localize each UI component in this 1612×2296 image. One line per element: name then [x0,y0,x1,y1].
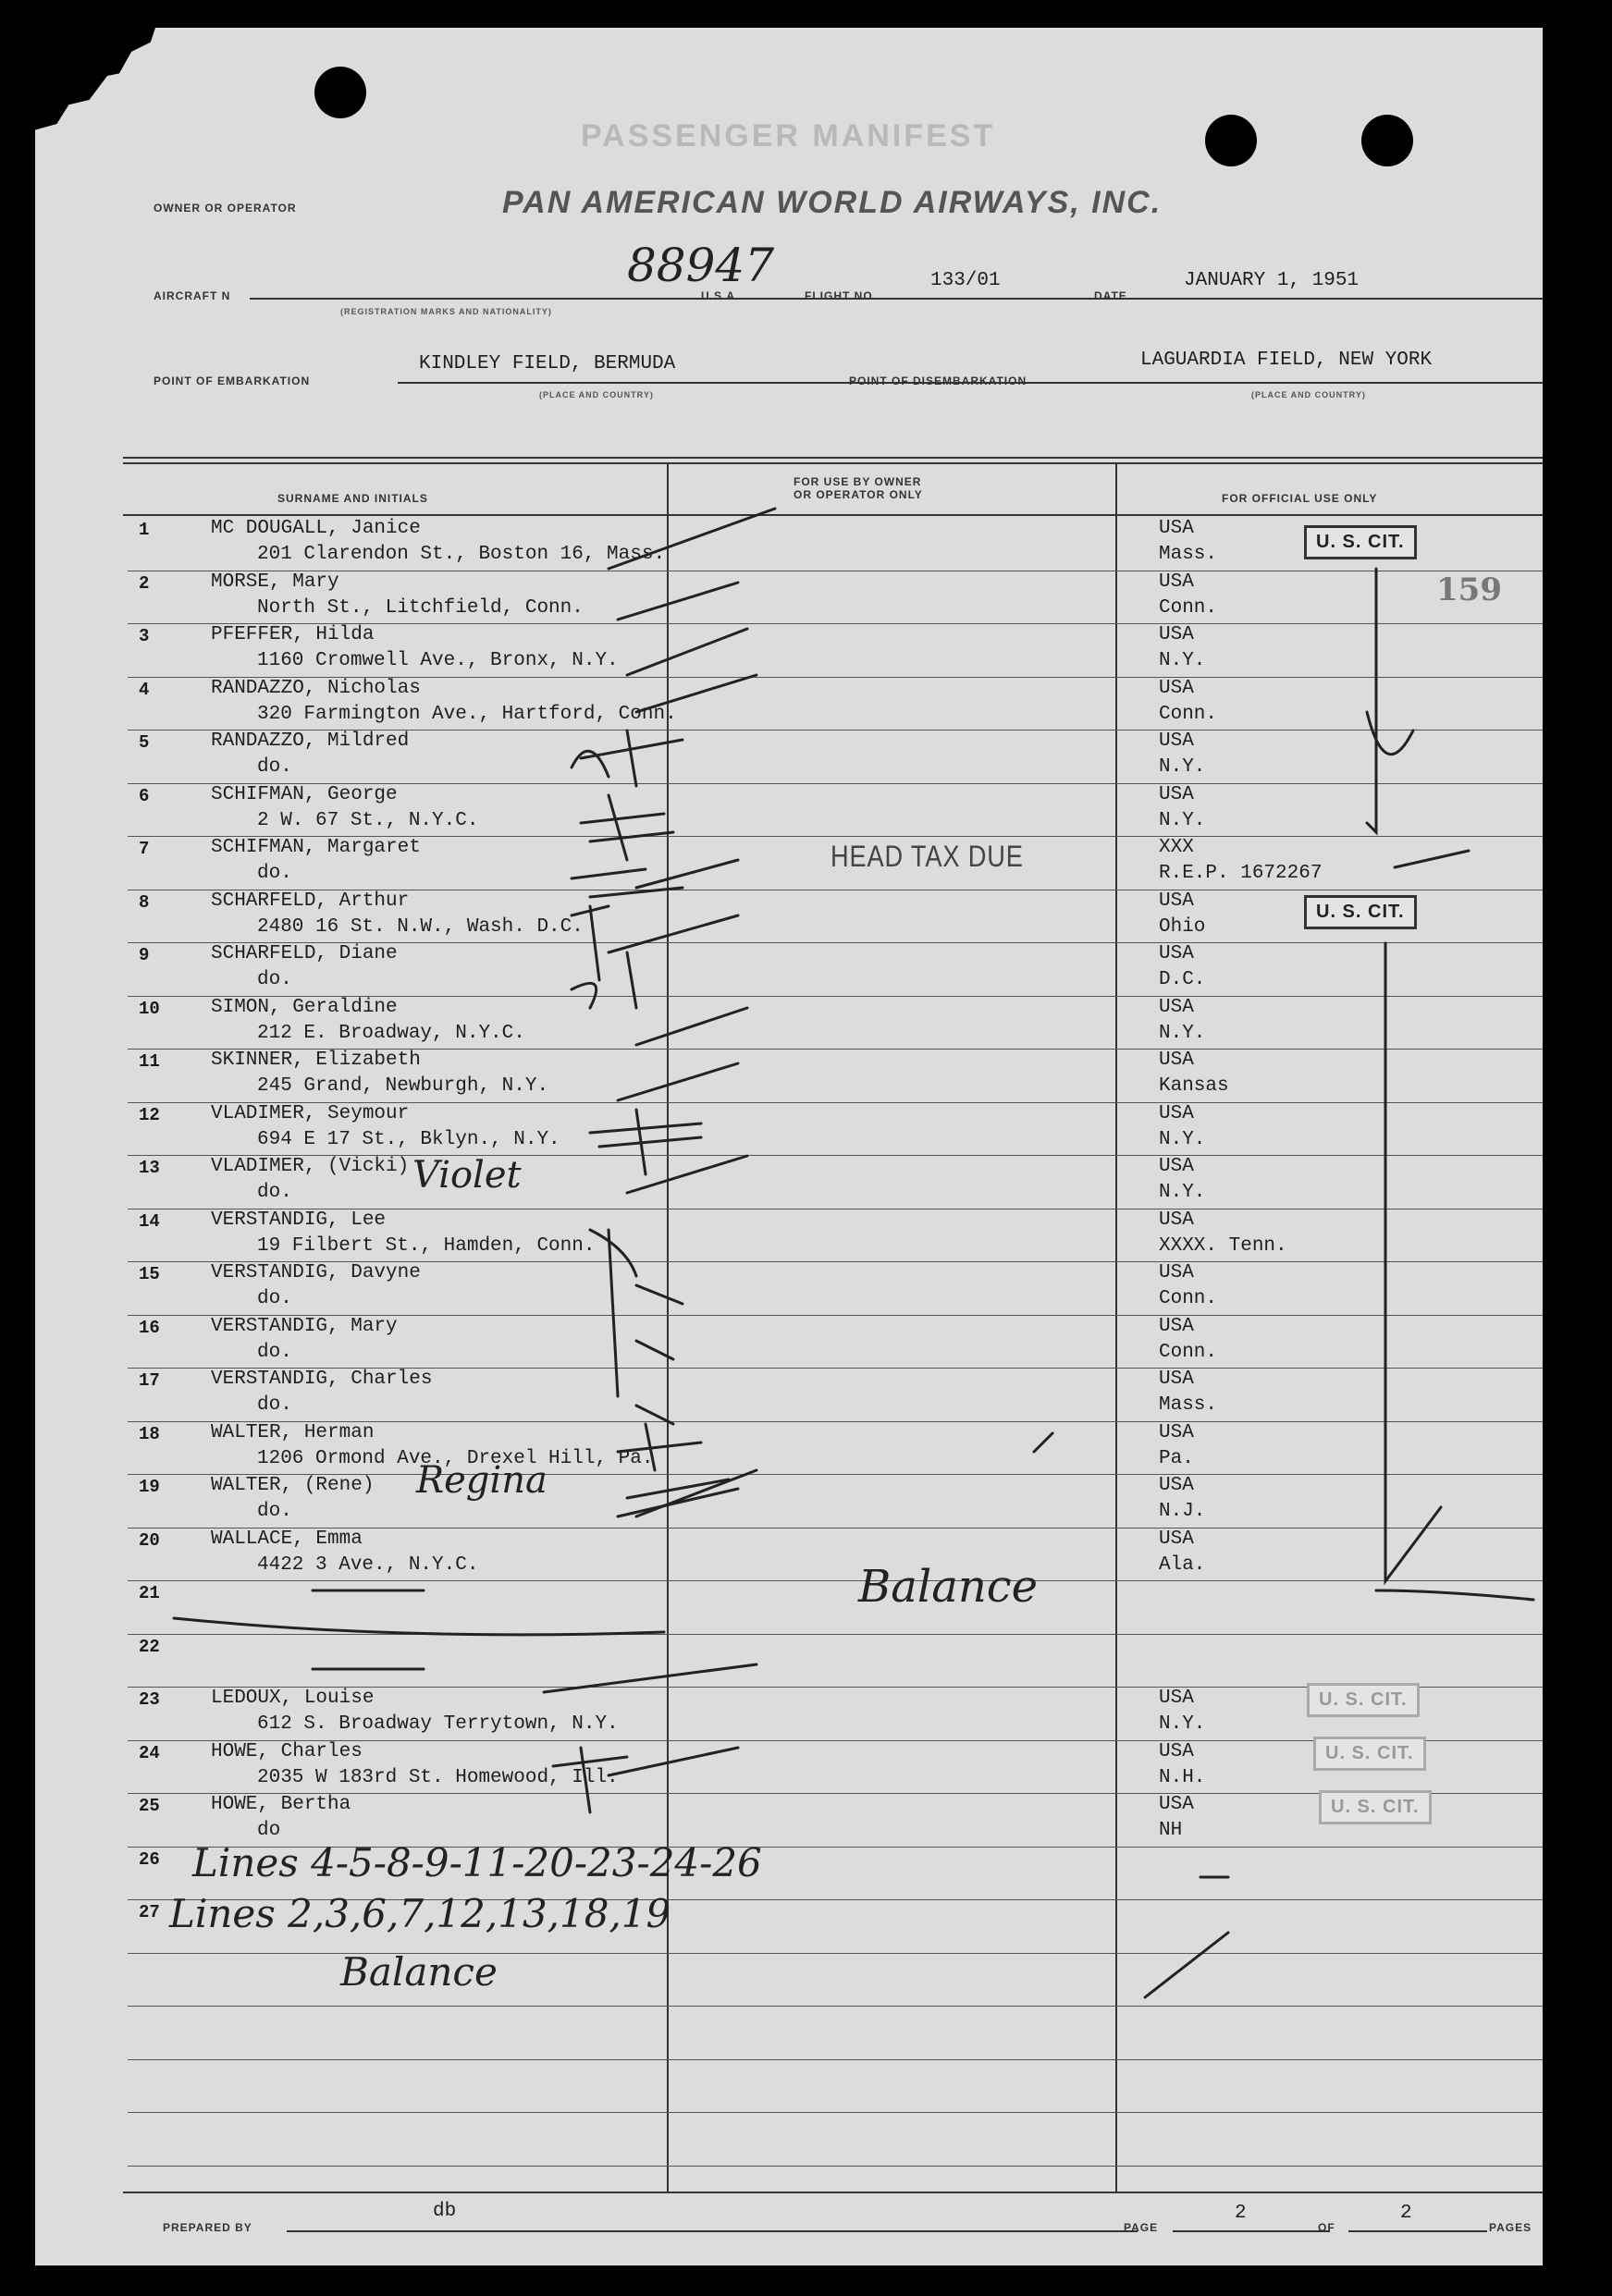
passenger-address: 1206 Ormond Ave., Drexel Hill, Pa. [257,1447,654,1469]
handwritten-balance-1: Balance [858,1561,1039,1613]
ink-marks [35,28,1543,2265]
official-residence: D.C. [1159,969,1206,990]
embark-place: KINDLEY FIELD, BERMUDA [419,353,676,374]
row-number: 19 [139,1477,160,1497]
row-number: 1 [139,520,150,540]
passenger-name: SCHARFELD, Arthur [211,890,410,912]
passenger-name: RANDAZZO, Nicholas [211,677,421,699]
official-nationality: USA [1159,677,1194,699]
row-number: 24 [139,1742,160,1763]
footer-rule [123,2192,1543,2193]
official-residence: NH [1159,1820,1183,1841]
official-residence: Ala. [1159,1553,1206,1576]
passenger-address: 1160 Cromwell Ave., Bronx, N.Y. [257,650,619,671]
passenger-address: 2480 16 St. N.W., Wash. D.C. [257,915,584,938]
passenger-address: 4422 3 Ave., N.Y.C. [257,1553,479,1576]
manifest-page [35,28,1543,2265]
passenger-address: do. [257,1341,292,1363]
row-number: 23 [139,1689,160,1710]
official-residence: N.Y. [1159,650,1206,671]
row-number: 14 [139,1210,160,1232]
passenger-address: do. [257,1501,292,1522]
head-tax-stamp: HEAD TAX DUE [831,840,1024,873]
row-number: 4 [139,679,150,700]
passenger-name: SKINNER, Elizabeth [211,1050,421,1071]
official-residence: Conn. [1159,703,1218,725]
col-official-header: FOR OFFICIAL USE ONLY [1222,492,1378,505]
official-residence: R.E.P. 1672267 [1159,863,1323,884]
official-nationality: USA [1159,731,1194,752]
page-total: 2 [1400,2203,1412,2224]
passenger-address: do [257,1820,281,1841]
passenger-address: 2035 W 183rd St. Homewood, Ill. [257,1766,619,1788]
official-residence: Kansas [1159,1075,1229,1097]
official-nationality: USA [1159,1421,1194,1443]
row-number: 25 [139,1796,160,1816]
aircraft-number: 88947 [627,239,775,292]
official-residence: Ohio [1159,915,1206,938]
us-cit-stamp-1: U. S. CIT. [1304,525,1417,559]
passenger-address: do. [257,1288,292,1309]
handwritten-balance-2: Balance [340,1949,498,1995]
disembark-place-note: (PLACE AND COUNTRY) [1251,390,1366,399]
row-number: 18 [139,1423,160,1444]
airline-name: PAN AMERICAN WORLD AIRWAYS, INC. [502,185,1163,220]
col-name-header: SURNAME AND INITIALS [277,492,428,505]
official-nationality: USA [1159,1050,1194,1071]
official-nationality: USA [1159,1475,1194,1496]
official-residence: N.Y. [1159,1022,1206,1044]
passenger-address: 201 Clarendon St., Boston 16, Mass. [257,544,666,565]
official-nationality: USA [1159,1102,1194,1124]
passenger-name: WALTER, Herman [211,1421,375,1443]
disembark-place: LAGUARDIA FIELD, NEW YORK [1140,350,1433,371]
passenger-address: 212 E. Broadway, N.Y.C. [257,1022,525,1044]
passenger-name: VLADIMER, Seymour [211,1102,410,1124]
passenger-name: VERSTANDIG, Davyne [211,1262,421,1283]
row-number: 13 [139,1158,160,1178]
row-number: 8 [139,891,150,913]
passenger-address: North St., Litchfield, Conn. [257,596,584,619]
official-nationality: USA [1159,1156,1194,1177]
col-operator-header-2: OR OPERATOR ONLY [794,488,923,501]
flight-date: JANUARY 1, 1951 [1184,270,1360,291]
row-number: 10 [139,998,160,1019]
official-nationality: USA [1159,1369,1194,1390]
official-residence: Conn. [1159,1288,1218,1309]
passenger-name: SIMON, Geraldine [211,996,398,1018]
passenger-name: VERSTANDIG, Lee [211,1209,387,1231]
prepared-by-value: db [433,2201,457,2222]
embark-label: POINT OF EMBARKATION [154,374,311,387]
official-nationality: USA [1159,571,1194,593]
row-number: 26 [139,1848,160,1870]
passenger-name: SCHARFELD, Diane [211,943,398,964]
registration-note: (REGISTRATION MARKS AND NATIONALITY) [340,307,552,316]
passenger-address: do. [257,863,292,884]
us-cit-stamp-5: U. S. CIT. [1319,1790,1432,1824]
official-nationality: USA [1159,624,1194,645]
prepared-by-label: PREPARED BY [163,2221,252,2234]
official-nationality: USA [1159,1528,1194,1550]
passenger-address: do. [257,1394,292,1416]
handwritten-regina: Regina [416,1459,548,1502]
official-residence: N.H. [1159,1766,1206,1788]
official-residence: Conn. [1159,1341,1218,1363]
row-number: 20 [139,1529,160,1551]
us-cit-stamp-3: U. S. CIT. [1307,1683,1420,1717]
passenger-address: do. [257,969,292,990]
passenger-name: RANDAZZO, Mildred [211,731,410,752]
handwritten-violet: Violet [412,1154,522,1197]
official-residence: N.J. [1159,1501,1206,1522]
passenger-name: VERSTANDIG, Mary [211,1315,398,1337]
passenger-name: VLADIMER, (Vicki) [211,1156,410,1177]
passenger-address: do. [257,756,292,778]
row-number: 27 [139,1902,160,1922]
row-number: 5 [139,732,150,753]
passenger-name: PFEFFER, Hilda [211,624,375,645]
row-number: 6 [139,785,150,806]
official-nationality: USA [1159,1688,1194,1709]
passenger-name: WALTER, (Rene) [211,1475,375,1496]
flight-label: FLIGHT NO. [805,289,877,302]
row-number: 22 [139,1636,160,1657]
passenger-address: 19 Filbert St., Hamden, Conn. [257,1234,596,1257]
official-nationality: USA [1159,783,1194,805]
row-number: 7 [139,839,150,859]
row-number: 12 [139,1104,160,1125]
passenger-address: 2 W. 67 St., N.Y.C. [257,809,479,831]
row-number: 16 [139,1317,160,1338]
passenger-name: HOWE, Bertha [211,1794,351,1815]
official-nationality: USA [1159,1794,1194,1815]
of-label: OF [1318,2221,1335,2234]
form-title: PASSENGER MANIFEST [581,118,996,153]
official-nationality: USA [1159,518,1194,539]
owner-label: OWNER OR OPERATOR [154,202,297,215]
official-nationality: USA [1159,1740,1194,1762]
official-residence: Conn. [1159,596,1218,619]
count-stamp: 159 [1436,571,1502,608]
pages-label: PAGES [1489,2221,1532,2234]
handwritten-lines-2: Lines 2,3,6,7,12,13,18,19 [169,1891,671,1936]
passenger-address: 612 S. Broadway Terrytown, N.Y. [257,1713,619,1735]
passenger-name: SCHIFMAN, Margaret [211,837,421,858]
page-number: 2 [1235,2203,1247,2224]
row-number: 17 [139,1370,160,1391]
passenger-name: MORSE, Mary [211,571,339,593]
row-number: 9 [139,945,150,965]
row-number: 15 [139,1264,160,1284]
col-operator-header-1: FOR USE BY OWNER [794,475,922,488]
row-number: 21 [139,1583,160,1603]
row-number: 11 [139,1051,160,1072]
flight-number: 133/01 [930,270,1001,291]
us-cit-stamp-4: U. S. CIT. [1313,1737,1426,1771]
usa-label: U.S.A. [701,289,740,302]
official-residence: N.Y. [1159,1128,1206,1150]
official-residence: Pa. [1159,1447,1194,1469]
row-number: 3 [139,626,150,646]
disembark-label: POINT OF DISEMBARKATION [849,374,1027,387]
us-cit-stamp-2: U. S. CIT. [1304,895,1417,929]
date-label: DATE [1094,289,1127,302]
aircraft-label: AIRCRAFT N [154,289,231,302]
passenger-name: SCHIFMAN, George [211,783,398,805]
official-residence: N.Y. [1159,809,1206,831]
official-nationality: XXX [1159,837,1194,858]
prepared-by-rule [287,2230,1138,2232]
embark-place-note: (PLACE AND COUNTRY) [539,390,654,399]
passenger-name: VERSTANDIG, Charles [211,1369,433,1390]
official-nationality: USA [1159,1209,1194,1231]
passenger-address: 245 Grand, Newburgh, N.Y. [257,1075,549,1097]
official-nationality: USA [1159,996,1194,1018]
official-residence: Mass. [1159,1394,1218,1416]
passenger-address: do. [257,1182,292,1203]
of-rule [1348,2230,1487,2232]
official-residence: N.Y. [1159,1182,1206,1203]
official-residence: Mass. [1159,544,1218,565]
official-residence: N.Y. [1159,1713,1206,1735]
official-nationality: USA [1159,943,1194,964]
passenger-name: MC DOUGALL, Janice [211,518,421,539]
page-rule [1173,2230,1330,2232]
passenger-address: 320 Farmington Ave., Hartford, Conn. [257,703,677,725]
passenger-name: LEDOUX, Louise [211,1688,375,1709]
handwritten-lines-1: Lines 4-5-8-9-11-20-23-24-26 [192,1840,762,1885]
page-label: PAGE [1124,2221,1159,2234]
official-nationality: USA [1159,890,1194,912]
passenger-name: WALLACE, Emma [211,1528,363,1550]
official-residence: XXXX. Tenn. [1159,1234,1287,1257]
passenger-address: 694 E 17 St., Bklyn., N.Y. [257,1128,560,1150]
official-nationality: USA [1159,1262,1194,1283]
row-number: 2 [139,572,150,594]
official-residence: N.Y. [1159,756,1206,778]
passenger-name: HOWE, Charles [211,1740,363,1762]
official-nationality: USA [1159,1315,1194,1337]
